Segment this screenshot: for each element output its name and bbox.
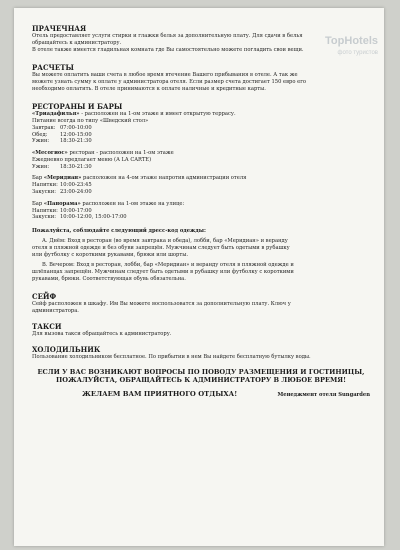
- schedule-row: Напитки: 10:00-17:00: [32, 207, 92, 214]
- meridian-line: Бар «Меридиан» расположен на 4-ом этаже напротив администрации отеля: [32, 175, 247, 182]
- mesogios-note: Ежедневно предлагает меню (A LA CARTE): [32, 156, 152, 163]
- payment-line: необходимо оплатить. В отеле принимаются к оплате наличные и кредитные карты.: [32, 86, 266, 92]
- wish-text: ЖЕЛАЕМ ВАМ ПРИЯТНОГО ОТДЫХА!: [82, 390, 238, 399]
- mesogios-line: «Месогиос» ресторан - расположен на 1-ом этаже: [32, 149, 174, 156]
- dresscode-evening-line: рукавами, брюки. Соответствующая обувь обязательна.: [32, 275, 186, 282]
- document-page: [14, 8, 384, 546]
- safe-line: Сейф расположен в шкафу. Им Вы можете воспользоватся за дополнительную плату. Ключ у: [32, 300, 291, 307]
- dresscode-day-line: А. Днём: Вход в ресторан (во время завтрака и обеда), лобби, бар «Меридиан» и веранду: [42, 237, 288, 244]
- triadafilia-note: Питание всегда по типу «Шведский стол»: [32, 118, 149, 124]
- restaurants-title: РЕСТОРАНЫ И БАРЫ: [32, 102, 123, 111]
- signature: Менеджмент отеля Sungarden: [277, 392, 370, 399]
- schedule-row: Завтрак: 07:00-10:00: [32, 125, 92, 131]
- mesogios-name: «Месогиос»: [32, 149, 68, 156]
- safe-line: администратора.: [32, 307, 79, 314]
- schedule-row: Ужин: 18:30-21:30: [32, 138, 92, 145]
- schedule-row: Ужин: 18:30-21:30: [32, 163, 92, 170]
- panorama-name: «Панорама»: [43, 200, 81, 207]
- dresscode-day-line: отеля в пляжной одежде и без обуви запрещён. Мужчинам следует быть одетыми в рубашку: [32, 244, 290, 251]
- panorama-line: Бар «Панорама» расположен на 1-ом этаже на улице:: [32, 200, 185, 207]
- payment-line: Вы можете оплатить ваши счета в любое время втечение Вашего прибывания в отеле. А так же: [32, 72, 298, 78]
- dresscode-evening-line: В. Вечером: Вход в ресторан, лобби, бар «Меридиан» и веранду отеля в пляжной одежде и: [42, 261, 294, 268]
- payment-line: можете узнать сумму к оплате у администратора отеля. Если размер счета достигает 150 евро его: [32, 79, 307, 85]
- notice-line: ЕСЛИ У ВАС ВОЗНИКАЮТ ВОПРОСЫ ПО ПОВОДУ РАЗМЕЩЕНИЯ И ГОСТИНИЦЫ,: [37, 367, 365, 376]
- dresscode-day-line: или футболку с короткими рукавами, брюки или шорты.: [32, 251, 188, 258]
- payment-title: РАСЧЕТЫ: [32, 63, 74, 72]
- schedule-row: Закуски: 23:00-24:00: [32, 188, 92, 195]
- laundry-line: обращайтесь к администратору.: [32, 40, 122, 46]
- closing-row: [32, 390, 370, 398]
- safe-title: СЕЙФ: [32, 291, 57, 301]
- svg-text:TopHotels: TopHotels: [325, 35, 378, 47]
- schedule-row: Обед: 12:00-15:00: [32, 131, 92, 138]
- taxi-title: ТАКСИ: [32, 321, 62, 331]
- laundry-line: Отель предоставляет услуги стирки и глажки белья за дополнительную плату. Для сдачи в белья: [32, 33, 303, 39]
- taxi-line: Для вызова такси обращайтесь к администратору.: [32, 330, 172, 337]
- fridge-title: ХОЛОДИЛЬНИК: [32, 344, 101, 354]
- dresscode-title: Пожалуйста, соблюдайте следующий дресс-код одежды:: [32, 227, 206, 234]
- fridge-line: Пользование холодильником бесплатное. По прибытии в нем Вы найдете бесплатную бутылку воды.: [32, 353, 311, 360]
- schedule-row: Напитки: 10:00-23:45: [32, 182, 92, 189]
- document-content: [32, 22, 370, 398]
- schedule-row: Закуски: 10:00-12:00, 15:00-17:00: [32, 214, 127, 221]
- meridian-name: «Меридиан»: [43, 175, 82, 182]
- triadafilia-name: «Триадафилья»: [32, 111, 80, 117]
- notice-line: ПОЖАЛУЙСТА, ОБРАЩАЙТЕСЬ К АДМИНИСТРАТОРУ В ЛЮБОЕ ВРЕМЯ!: [56, 375, 346, 384]
- laundry-line: В отеле также имеется гладильная комната где Вы самостоятельно можете погладить свои вещи.: [32, 47, 304, 53]
- dresscode-evening-line: шлёпанцах запрещён. Мужчинам следует быть одетыми в рубашку или футболку с короткими: [32, 268, 294, 275]
- laundry-title: ПРАЧЕЧНАЯ: [32, 24, 87, 33]
- triadafilia-line: «Триадафилья» - расположен на 1-ом этаже и имеет открытую террасу.: [32, 111, 236, 117]
- svg-text:фото туристов: фото туристов: [337, 50, 378, 56]
